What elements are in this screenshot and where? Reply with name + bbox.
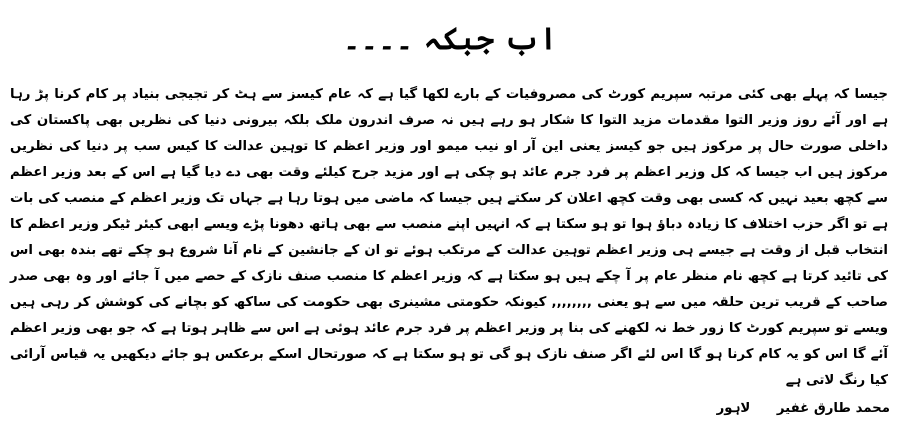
article-body: جیسا کہ پہلے بھی کئی مرتبہ سپریم کورٹ کی مصروفیات کے بارے لکھا گیا ہے کہ عام کیسز سے ہٹ کر تجیجی بنیاد پر کام کرنا پڑ رہا ہے اور آئے روز وزیر التوا مقدمات مزید التوا کا شکار ہو رہے ہیں نہ صرف اندرون ملک بلکہ بیرونی دنیا کی نظریں بھی پاکستان کی داخلی صورت حال پر مرکوز ہیں جو کیسز یعنی این آر او نیب میمو اور وزیر اعظم کا توہین عدالت کا کیس سب پر دنیا کی نظریں مرکوز ہیں اب جیسا کہ کل وزیر اعظم پر فرد جرم عائد ہو چکی ہے اور مزید جرح کیلئے وقت بھی دے دیا گیا ہے اس کے بعد وزیر اعظم سے کچھ بعید نہیں کہ کسی بھی وقت کچھ اعلان کر سکتے ہیں جیسا کہ ماضی میں ہوتا رہا ہے جہاں تک وزیر اعظم کے منصب کی بات ہے تو اگر حزب اختلاف کا زیادہ دباؤ ہوا تو ہو سکتا ہے کہ انہیں اپنے منصب سے بھی ہاتھ دھونا پڑے ویسے ابھی کیئر ٹیکر وزیر اعظم کا انتخاب قبل از وقت ہے جیسے ہی وزیر اعظم توہین عدالت کے مرتکب ہوئے تو ان کے جانشین کے نام آنا شروع ہو چکے تھے بندہ بھی اس کی تائید کرتا ہے کچھ نام منظر عام پر آ چکے ہیں ہو سکتا ہے کہ وزیر اعظم کا منصب صنف نازک کے حصے میں آ جائے اور وہ بھی صدر صاحب کے قریب ترین حلقہ میں سے ہو یعنی ,,,,,,,, کیونکہ حکومتی مشینری بھی حکومت کی ساکھ کو بچانے کی کوشش کر رہی ہیں ویسے تو سپریم کورٹ کا زور خط نہ لکھنے کی بنا پر وزیر اعظم پر فرد جرم عائد ہوئی ہے اس سے ظاہر ہوتا ہے کہ جو بھی وزیر اعظم آئے گا اس کو یہ کام کرنا ہو گا اس لئے اگر صنف نازک ہو گی تو ہو سکتا ہے کہ صورتحال اسکے برعکس ہو جائے دیکھیں یہ قیاس آرائی کیا رنگ لاتی ہے	[10, 87, 888, 388]
author-city: لاہور	[716, 401, 751, 416]
article-title: اب جبکہ ۔۔۔۔	[342, 22, 558, 57]
signature-line	[620, 396, 890, 422]
author-name: محمد طارق غفیر	[776, 401, 890, 416]
